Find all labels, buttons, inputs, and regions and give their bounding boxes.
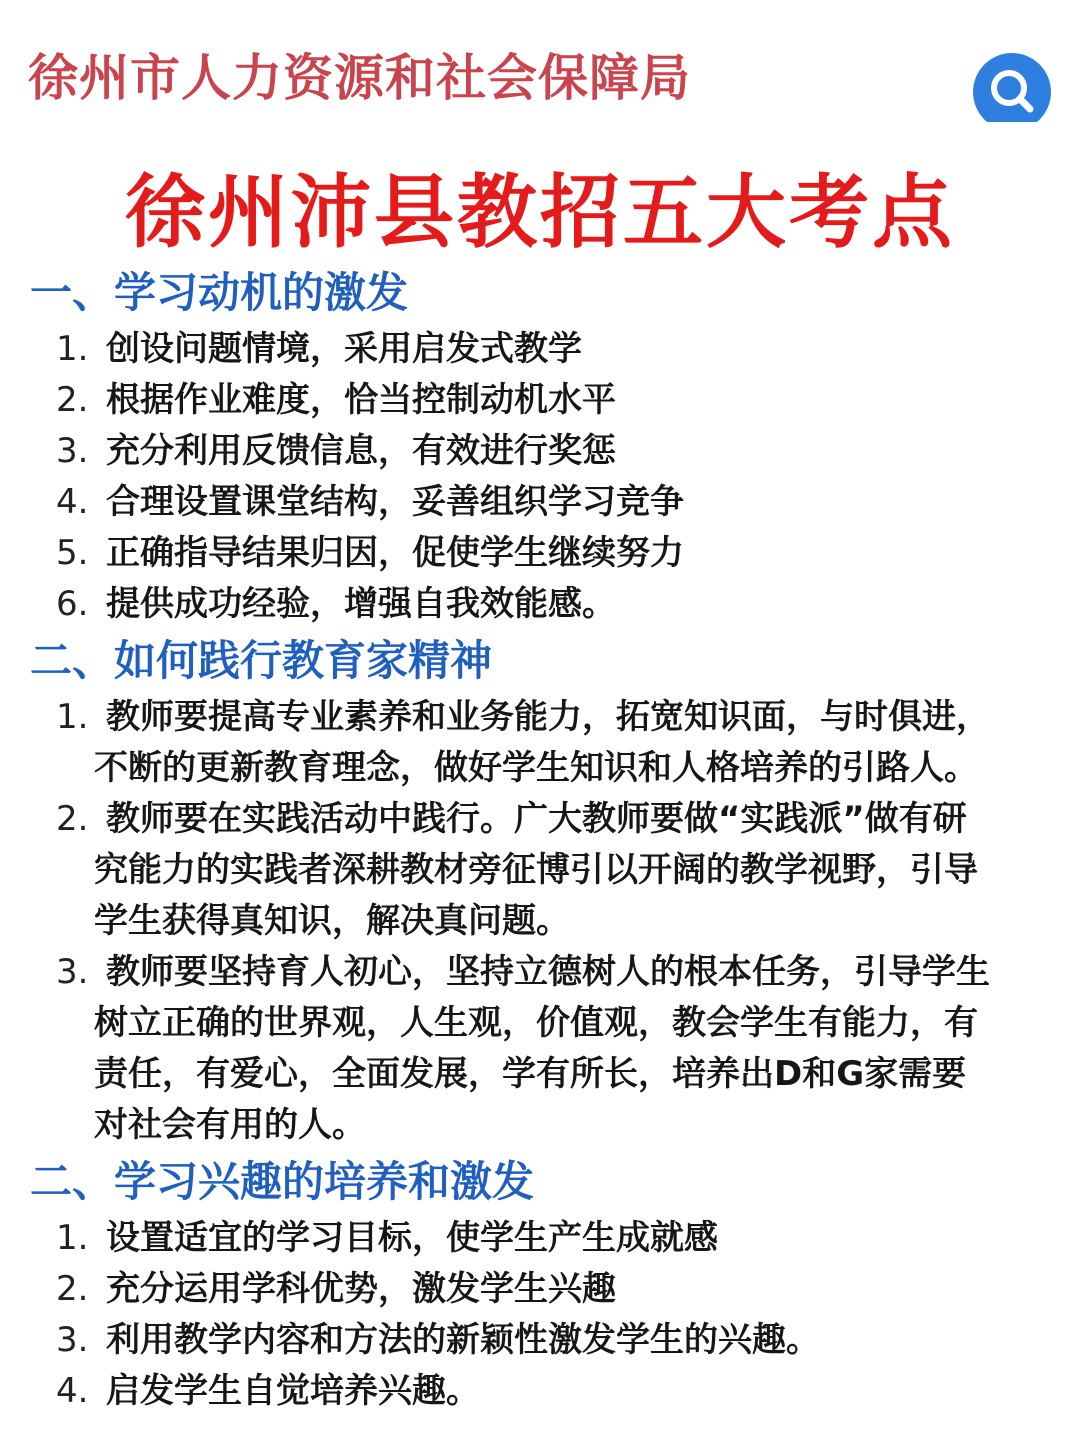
- item-text-line: 对社会有用的人。: [94, 1105, 366, 1145]
- list-item: [56, 528, 1056, 579]
- list-item: [56, 1315, 1056, 1366]
- list-item: [56, 477, 1056, 528]
- section-title: 二、如何践行教育家精神: [30, 636, 493, 685]
- content: [0, 262, 1080, 1417]
- section-educator-spirit: [0, 630, 1080, 1151]
- page-title: 徐州沛县教招五大考点: [125, 166, 955, 259]
- section-interest: [0, 1151, 1080, 1417]
- item-text-line: 究能力的实践者深耕教材旁征博引以开阔的教学视野，引导: [94, 850, 978, 890]
- list-item: [56, 375, 1056, 426]
- item-text-line: 教师要提高专业素养和业务能力，拓宽知识面，与时俱进，: [106, 697, 990, 737]
- item-number: 3.: [56, 1320, 89, 1360]
- item-continuation: [94, 998, 1054, 1151]
- item-text-line: 教师要在实践活动中践行。广大教师要做“实践派”做有研: [106, 799, 967, 839]
- item-continuation: [94, 743, 1054, 794]
- item-text: 启发学生自觉培养兴趣。: [106, 1371, 480, 1411]
- item-text: 根据作业难度，恰当控制动机水平: [106, 380, 616, 420]
- search-icon: [972, 52, 1052, 122]
- item-number: 3.: [56, 952, 89, 992]
- section-title: 二、学习兴趣的培养和激发: [30, 1157, 535, 1206]
- item-text: 合理设置课堂结构，妥善组织学习竞争: [106, 482, 684, 522]
- item-number: 2.: [56, 380, 89, 420]
- item-text-line: 不断的更新教育理念，做好学生知识和人格培养的引路人。: [94, 748, 978, 788]
- section-title: 一、学习动机的激发: [30, 268, 409, 317]
- item-number: 2.: [56, 1269, 89, 1309]
- list-item: [56, 947, 1056, 998]
- search-button[interactable]: [972, 52, 1052, 122]
- item-number: 4.: [56, 1371, 89, 1411]
- list-item: [56, 426, 1056, 477]
- item-text-line: 责任，有爱心，全面发展，学有所长，培养出D和G家需要: [94, 1054, 967, 1094]
- item-text: 利用教学内容和方法的新颖性激发学生的兴趣。: [106, 1320, 820, 1360]
- section-motivation: [0, 262, 1080, 630]
- item-text-line: 教师要坚持育人初心，坚持立德树人的根本任务，引导学生: [106, 952, 990, 992]
- org-name: 徐州市人力资源和社会保障局: [28, 49, 691, 107]
- item-text: 充分运用学科优势，激发学生兴趣: [106, 1269, 616, 1309]
- item-text: 充分利用反馈信息，有效进行奖惩: [106, 431, 616, 471]
- list-item: [56, 692, 1056, 743]
- header: [0, 0, 1080, 140]
- item-text-line: 学生获得真知识，解决真问题。: [94, 901, 570, 941]
- item-text-line: 树立正确的世界观，人生观，价值观，教会学生有能力，有: [94, 1003, 978, 1043]
- item-text: 创设问题情境，采用启发式教学: [106, 329, 582, 369]
- item-number: 3.: [56, 431, 89, 471]
- item-number: 1.: [56, 329, 89, 369]
- item-number: 1.: [56, 1218, 89, 1258]
- list-item: [56, 324, 1056, 375]
- list-item: [56, 794, 1056, 845]
- item-number: 1.: [56, 697, 89, 737]
- item-text: 提供成功经验，增强自我效能感。: [106, 584, 616, 624]
- list-item: [56, 1264, 1056, 1315]
- list-item: [56, 579, 1056, 630]
- item-continuation: [94, 845, 1054, 947]
- item-text: 正确指导结果归因，促使学生继续努力: [106, 533, 684, 573]
- item-number: 2.: [56, 799, 89, 839]
- list-item: [56, 1213, 1056, 1264]
- list-item: [56, 1366, 1056, 1417]
- item-text: 设置适宜的学习目标，使学生产生成就感: [106, 1218, 718, 1258]
- item-number: 6.: [56, 584, 89, 624]
- item-number: 5.: [56, 533, 89, 573]
- item-number: 4.: [56, 482, 89, 522]
